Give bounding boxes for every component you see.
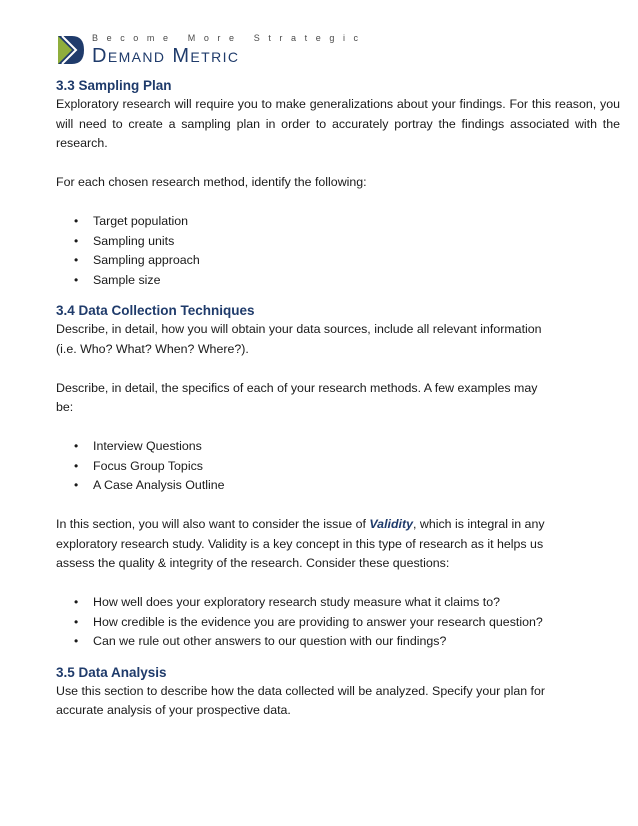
sampling-plan-list xyxy=(56,212,620,290)
list-item: • Sampling approach xyxy=(56,251,620,271)
demand-metric-logo xyxy=(56,28,367,68)
validity-paragraph-line2: exploratory research study. Validity is a key concept in this type of research as it helps us xyxy=(56,536,544,551)
data-collection-examples-list xyxy=(56,437,620,496)
logo-tagline: Become More Strategic xyxy=(92,33,367,43)
validity-term: Validity xyxy=(369,517,413,531)
sampling-plan-intro: Exploratory research will require you to make generalizations about your findings. For this reason, you will need to create a sampling plan in order to accurately portray the findings associated with the research. xyxy=(56,97,620,150)
list-item: • A Case Analysis Outline xyxy=(56,476,620,496)
list-item: • Sample size xyxy=(56,271,620,291)
list-item: • Interview Questions xyxy=(56,437,620,457)
section-heading-data-analysis: 3.5 Data Analysis xyxy=(56,664,167,680)
list-item: • How credible is the evidence you are providing to answer your research question? xyxy=(56,613,620,633)
data-collection-intro-line1: Describe, in detail, how you will obtain your data sources, include all relevant information xyxy=(56,322,542,336)
list-item: • Sampling units xyxy=(56,232,620,252)
logo-mark-icon xyxy=(56,34,86,66)
validity-questions-list xyxy=(56,593,620,652)
data-collection-lead-line1: Describe, in detail, the specifics of each of your research methods. A few examples may xyxy=(56,380,538,395)
list-item: • Target population xyxy=(56,212,620,232)
sampling-plan-lead: For each chosen research method, identify the following: xyxy=(56,175,367,189)
list-item: • Can we rule out other answers to our question with our findings? xyxy=(56,632,620,652)
data-collection-intro-line2: (i.e. Who? What? When? Where?). xyxy=(56,341,249,356)
validity-text-before: In this section, you will also want to consider the issue of xyxy=(56,517,370,531)
validity-paragraph-line1 xyxy=(56,515,620,535)
validity-paragraph-line3: assess the quality & integrity of the research. Consider these questions: xyxy=(56,556,450,570)
data-analysis-line1: Use this section to describe how the data collected will be analyzed. Specify your plan for xyxy=(56,683,546,698)
list-item: • Focus Group Topics xyxy=(56,457,620,477)
data-collection-lead-line2: be: xyxy=(56,400,74,414)
section-heading-data-collection: 3.4 Data Collection Techniques xyxy=(56,303,255,318)
section-heading-sampling-plan: 3.3 Sampling Plan xyxy=(56,78,172,93)
data-analysis-line2: accurate analysis of your prospective data. xyxy=(56,703,291,717)
list-item: • How well does your exploratory research study measure what it claims to? xyxy=(56,593,620,613)
logo-brand-name: Demand Metric xyxy=(92,45,240,67)
document-body xyxy=(56,76,620,721)
validity-text-after: , which is integral in any xyxy=(412,517,545,531)
